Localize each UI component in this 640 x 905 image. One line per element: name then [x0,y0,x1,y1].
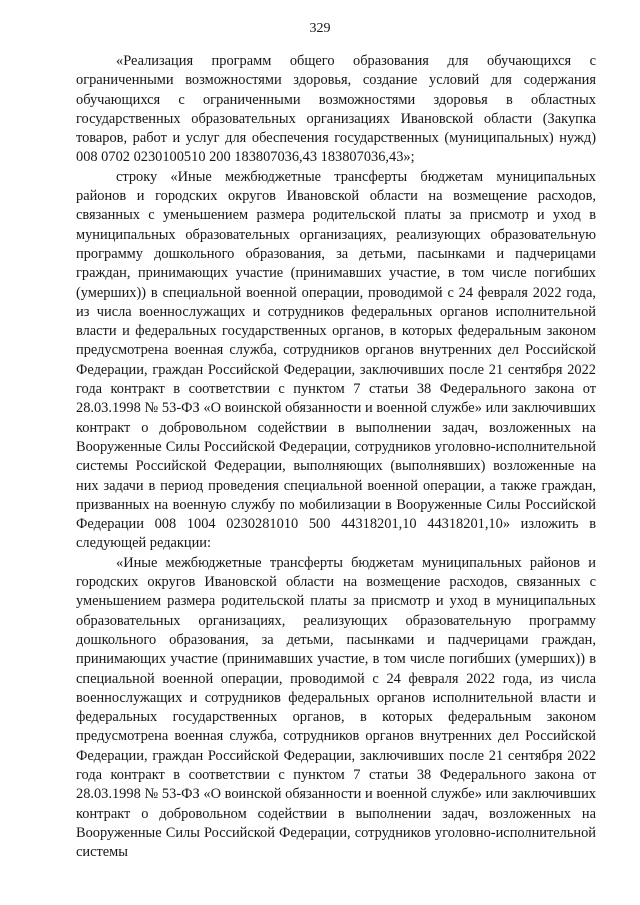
paragraph-program-item: «Реализация программ общего образования для обучающихся с ограниченными возможностями здоровья, создание условий для содержания обучающихся с ограниченными возможностями здоровья в областных государственных образовательных организациях Ивановской области (Закупка товаров, работ и услуг для обеспечения государственных (муниципальных) нужд) 008 0702 0230100510 200 183807036,43 183807036,43»; [76,53,596,166]
paragraph-amendment-instruction: строку «Иные межбюджетные трансферты бюджетам муниципальных районов и городских округов Ивановской области на возмещение расходов, связанных с уменьшением размера родительской платы за присмотр и уход в муниципальных образовательных организациях, реализующих образовательную программу дошкольного образования, за детьми, пасынками и падчерицами граждан, принимающих участие (принимавших участие, в том числе погибших (умерших)) в специальной военной операции, проводимой с 24 февраля 2022 года, из числа военнослужащих и сотрудников федеральных органов исполнительной власти и федеральных государственных органов, в которых федеральным законом предусмотрена военная служба, сотрудников органов внутренних дел Российской Федерации, граждан Российской Федерации, заключивших после 21 сентября 2022 года контракт в соответствии с пунктом 7 статьи 38 Федерального закона от 28.03.1998 № 53-ФЗ «О воинской обязанности и военной службе» или заключивших контракт о добровольном содействии в выполнении задач, возложенных на Вооруженные Силы Российской Федерации, сотрудников уголовно-исполнительной системы Российской Федерации, выполняющих (выполнявших) возложенные на них задачи в период проведения специальной военной операции, а также граждан, призванных на военную службу по мобилизации в Вооруженные Силы Российской Федерации 008 1004 0230281010 500 44318201,10 44318201,10» изложить в следующей редакции: [76,168,596,552]
page-number: 329 [309,21,331,36]
body-text [76,52,596,862]
paragraph-new-wording: «Иные межбюджетные трансферты бюджетам муниципальных районов и городских округов Ивановской области на возмещение расходов, связанных с уменьшением размера родительской платы за присмотр и уход в муниципальных образовательных организациях, реализующих образовательную программу дошкольного образования, за детьми, пасынками и падчерицами граждан, принимающих участие (принимавших участие, в том числе погибших (умерших)) в специальной военной операции, проводимой с 24 февраля 2022 года, из числа военнослужащих и сотрудников федеральных органов исполнительной власти и федеральных государственных органов, в которых федеральным законом предусмотрена военная служба, сотрудников органов внутренних дел Российской Федерации, граждан Российской Федерации, заключивших после 21 сентября 2022 года контракт в соответствии с пунктом 7 статьи 38 Федерального закона от 28.03.1998 № 53-ФЗ «О воинской обязанности и военной службе» или заключивших контракт о добровольном содействии в выполнении задач, возложенных на Вооруженные Силы Российской Федерации, сотрудников уголовно-исполнительной системы [76,554,596,861]
